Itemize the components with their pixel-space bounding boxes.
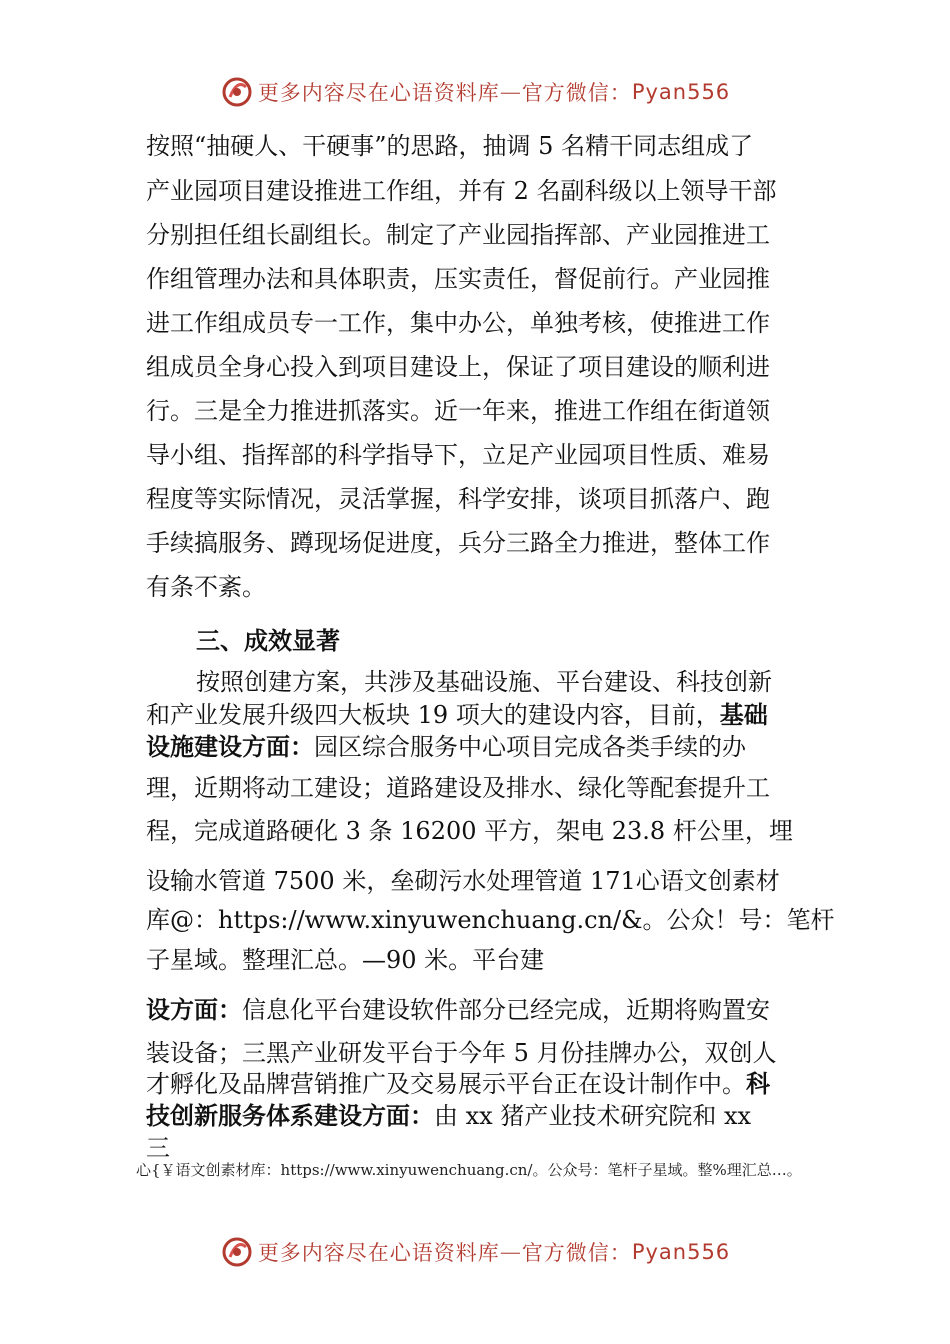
body-line: 作组管理办法和具体职责，压实责任，督促前行。产业园推 (146, 265, 770, 293)
body-line: 子星域。整理汇总。—90 米。平台建 (146, 946, 545, 974)
body-line (146, 732, 746, 762)
body-line: 理，近期将动工建设；道路建设及排水、绿化等配套提升工 (146, 774, 770, 802)
body-line (146, 1069, 770, 1099)
body-text: 信息化平台建设软件部分已经完成，近期将购置安 (242, 996, 770, 1024)
body-line: 手续搞服务、蹲现场促进度，兵分三路全力推进，整体工作 (146, 529, 770, 557)
bold-text: 基础 (719, 701, 768, 729)
banner-text: 更多内容尽在心语资料库 (257, 1241, 500, 1265)
body-line (146, 700, 768, 730)
body-line: 组成员全身心投入到项目建设上，保证了项目建设的顺利进 (146, 353, 770, 381)
body-line: 产业园项目建设推进工作组，并有 2 名副科级以上领导干部 (146, 177, 777, 205)
body-line: 装设备；三黑产业研发平台于今年 5 月份挂牌办公，双创人 (146, 1039, 777, 1067)
brand-logo-icon (220, 75, 254, 109)
banner-suffix: 官方微信： (521, 1241, 632, 1265)
banner-separator: — (499, 80, 522, 104)
body-line: 设输水管道 7500 米，垒砌污水处理管道 171心语文创素材 (146, 867, 780, 895)
body-text: 由 xx 猪产业技术研究院和 xx (434, 1102, 752, 1130)
body-line: 进工作组成员专一工作，集中办公，单独考核，使推进工作 (146, 309, 770, 337)
body-line: 三 (146, 1134, 170, 1162)
body-line: 库@：https://www.xinyuwenchuang.cn/&。公众！号：笔杆 (146, 906, 835, 934)
bold-text: 科 (746, 1070, 770, 1098)
banner-text: 更多内容尽在心语资料库 (257, 81, 500, 105)
body-text: 和产业发展升级四大板块 19 项大的建设内容，目前， (146, 701, 720, 729)
bold-text: 设方面： (146, 996, 242, 1024)
banner-suffix: 官方微信： (521, 81, 632, 105)
body-line: 按照“抽硬人、干硬事”的思路，抽调 5 名精干同志组成了 (146, 132, 754, 160)
banner-wechat-id: Pyan556 (631, 1240, 731, 1264)
body-text: 才孵化及品牌营销推广及交易展示平台正在设计制作中。 (146, 1070, 746, 1098)
body-line: 导小组、指挥部的科学指导下，立足产业园项目性质、难易 (146, 441, 770, 469)
footnote: 心{￥语文创素材库：https://www.xinyuwenchuang.cn/。公众号：笔杆子星域。整%理汇总…。 (136, 1161, 802, 1179)
body-line: 有条不紊。 (146, 573, 266, 601)
body-text: 园区综合服务中心项目完成各类手续的办 (314, 733, 746, 761)
bold-text: 技创新服务体系建设方面： (146, 1102, 434, 1130)
footer-watermark-banner (0, 1232, 950, 1272)
bold-text: 设施建设方面： (146, 733, 314, 761)
header-watermark-banner (0, 72, 950, 112)
section-heading: 三、成效显著 (196, 627, 340, 655)
banner-separator: — (499, 1240, 522, 1264)
banner-wechat-id: Pyan556 (631, 80, 731, 104)
body-line: 行。三是全力推进抓落实。近一年来，推进工作组在街道领 (146, 397, 770, 425)
body-line: 按照创建方案，共涉及基础设施、平台建设、科技创新 (196, 668, 772, 696)
brand-logo-icon (220, 1235, 254, 1269)
body-line: 分别担任组长副组长。制定了产业园指挥部、产业园推进工 (146, 221, 770, 249)
body-line (146, 995, 770, 1025)
body-line: 程，完成道路硬化 3 条 16200 平方，架电 23.8 杆公里，埋 (146, 817, 793, 845)
body-line (146, 1101, 751, 1131)
body-line: 程度等实际情况，灵活掌握，科学安排，谈项目抓落户、跑 (146, 485, 770, 513)
